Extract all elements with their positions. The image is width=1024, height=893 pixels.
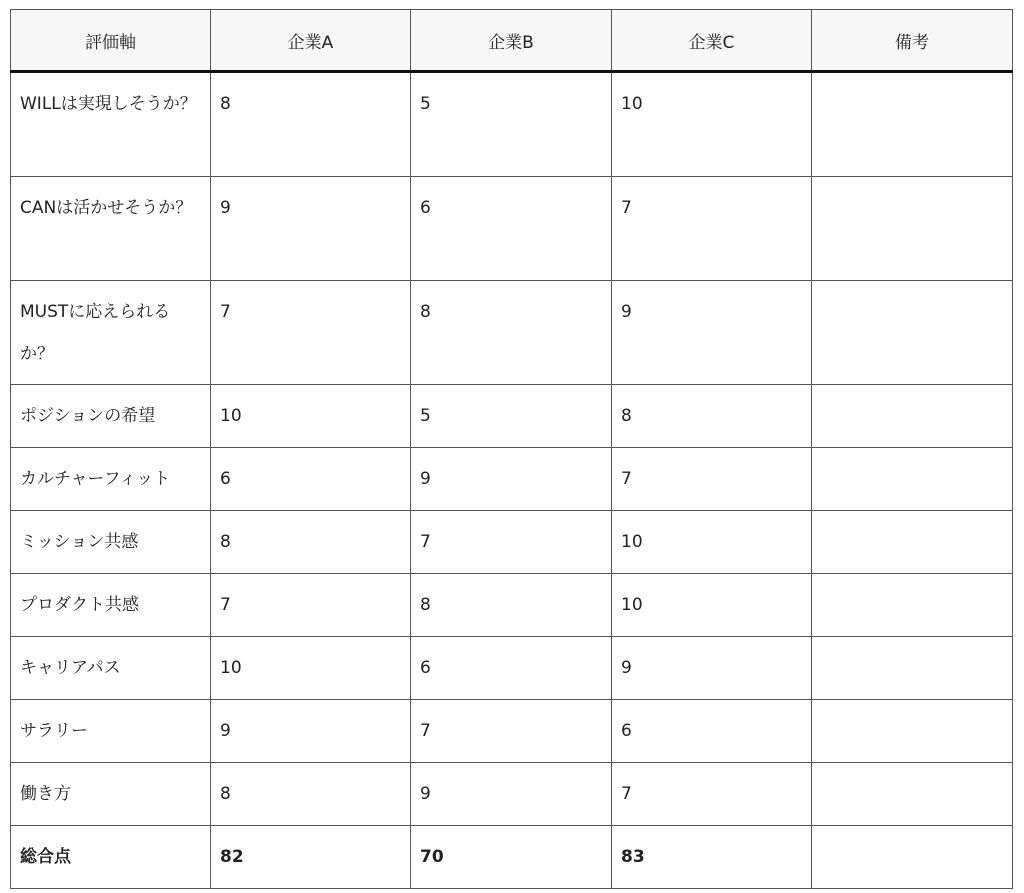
criterion-cell: ミッション共感 <box>11 511 211 574</box>
note-cell <box>812 637 1013 700</box>
score-cell-b: 9 <box>411 763 612 826</box>
total-score-c: 83 <box>612 826 812 889</box>
note-cell <box>812 385 1013 448</box>
criterion-cell: キャリアパス <box>11 637 211 700</box>
score-cell-a: 7 <box>211 574 411 637</box>
score-cell-b: 6 <box>411 177 612 281</box>
note-cell <box>812 448 1013 511</box>
score-cell-c: 7 <box>612 177 812 281</box>
score-cell-a: 9 <box>211 177 411 281</box>
criterion-cell: CANは活かせそうか？ <box>11 177 211 281</box>
score-cell-b: 7 <box>411 511 612 574</box>
score-cell-a: 10 <box>211 385 411 448</box>
note-cell <box>812 511 1013 574</box>
note-cell <box>812 574 1013 637</box>
header-row <box>11 10 1013 72</box>
score-cell-c: 10 <box>612 72 812 177</box>
header-company-a: 企業A <box>211 10 411 72</box>
score-cell-b: 9 <box>411 448 612 511</box>
criterion-cell: カルチャーフィット <box>11 448 211 511</box>
note-cell <box>812 763 1013 826</box>
score-cell-c: 9 <box>612 637 812 700</box>
score-cell-a: 7 <box>211 281 411 385</box>
criterion-cell: サラリー <box>11 700 211 763</box>
score-cell-a: 8 <box>211 511 411 574</box>
note-cell <box>812 72 1013 177</box>
total-note <box>812 826 1013 889</box>
score-cell-c: 9 <box>612 281 812 385</box>
score-cell-a: 10 <box>211 637 411 700</box>
score-cell-c: 6 <box>612 700 812 763</box>
score-cell-b: 8 <box>411 574 612 637</box>
score-cell-c: 10 <box>612 574 812 637</box>
total-row <box>11 826 1013 889</box>
score-cell-a: 9 <box>211 700 411 763</box>
score-cell-c: 8 <box>612 385 812 448</box>
header-notes: 備考 <box>812 10 1013 72</box>
score-cell-a: 8 <box>211 763 411 826</box>
total-score-a: 82 <box>211 826 411 889</box>
table-row <box>11 177 1013 281</box>
table-row <box>11 448 1013 511</box>
score-cell-b: 7 <box>411 700 612 763</box>
note-cell <box>812 177 1013 281</box>
header-company-c: 企業C <box>612 10 812 72</box>
table-row <box>11 574 1013 637</box>
score-cell-c: 10 <box>612 511 812 574</box>
score-cell-a: 8 <box>211 72 411 177</box>
note-cell <box>812 700 1013 763</box>
score-cell-a: 6 <box>211 448 411 511</box>
score-cell-b: 8 <box>411 281 612 385</box>
table-row <box>11 72 1013 177</box>
criterion-cell: MUSTに応えられるか？ <box>11 281 211 385</box>
score-cell-b: 6 <box>411 637 612 700</box>
evaluation-table <box>10 9 1013 889</box>
header-company-b: 企業B <box>411 10 612 72</box>
criterion-cell: WILLは実現しそうか？ <box>11 72 211 177</box>
table-row <box>11 763 1013 826</box>
score-cell-c: 7 <box>612 448 812 511</box>
score-cell-b: 5 <box>411 385 612 448</box>
table-row <box>11 385 1013 448</box>
table-row <box>11 637 1013 700</box>
total-label: 総合点 <box>11 826 211 889</box>
criterion-cell: プロダクト共感 <box>11 574 211 637</box>
table-row <box>11 511 1013 574</box>
criterion-cell: 働き方 <box>11 763 211 826</box>
header-criterion: 評価軸 <box>11 10 211 72</box>
criterion-cell: ポジションの希望 <box>11 385 211 448</box>
table-row <box>11 281 1013 385</box>
score-cell-c: 7 <box>612 763 812 826</box>
note-cell <box>812 281 1013 385</box>
total-score-b: 70 <box>411 826 612 889</box>
score-cell-b: 5 <box>411 72 612 177</box>
table-row <box>11 700 1013 763</box>
